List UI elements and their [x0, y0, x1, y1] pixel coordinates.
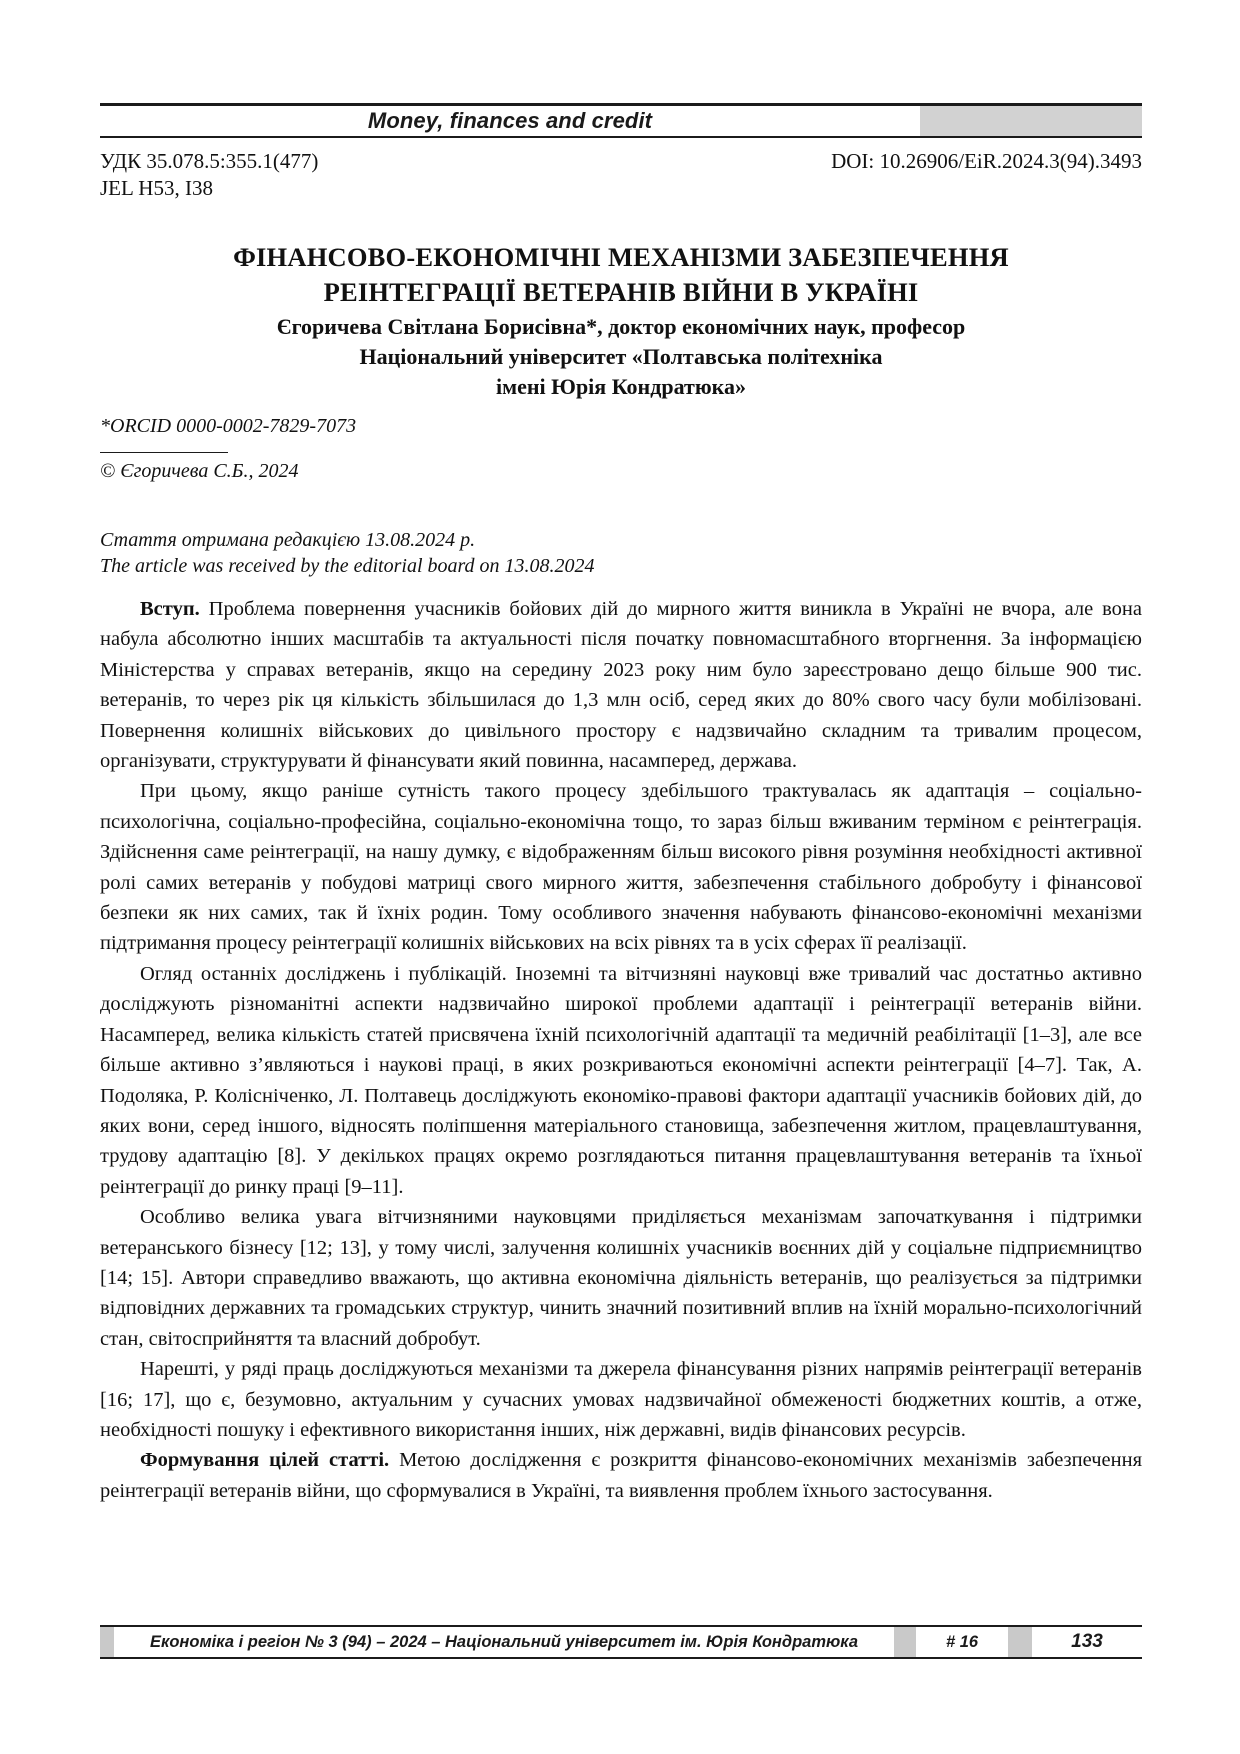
affiliation-line-2: імені Юрія Кондратюка»	[496, 374, 746, 399]
running-head-title: Money, finances and credit	[367, 108, 653, 133]
doi-code: DOI: 10.26906/EiR.2024.3(94).3493	[831, 149, 1142, 173]
paragraph-goals	[100, 1445, 1142, 1506]
jel-code: JEL H53, I38	[100, 176, 213, 200]
author-block	[100, 312, 1142, 402]
paragraph-literature-review: Огляд останніх досліджень і публікацій. Іноземні та вітчизняні науковці вже тривалий час достатньо активно досліджують різноманітні аспекти надзвичайно широкої проблеми адаптації і реінтеграції ветеранів війни. Насамперед, велика кількість статей присвячена їхній психологічній адаптації та медичній реабілітації [1–3], але все більше активно з’являються і наукові праці, в яких розкриваються економічні аспекти реінтеграції [4–7]. Так, А. Подоляка, Р. Колісніченко, Л. Полтавець досліджують економіко-правові фактори адаптації учасників бойових дій, до яких вони, серед іншого, відносять поліпшення матеріального становища, забезпечення житлом, працевлаштування, трудову адаптацію [8]. У декількох працях окремо розглядаються питання працевлаштування ветеранів та їхньої реінтеграції до ринку праці [9–11].	[100, 962, 1142, 1198]
article-title-line-1: ФІНАНСОВО-ЕКОНОМІЧНІ МЕХАНІЗМИ ЗАБЕЗПЕЧЕННЯ	[233, 241, 1009, 272]
article-body	[100, 594, 1142, 1506]
received-dates	[100, 527, 900, 579]
article-title	[100, 240, 1142, 310]
paragraph-2: При цьому, якщо раніше сутність такого процесу здебільшого трактувалась як адаптація – соціально-психологічна, соціально-професійна, соціально-економічна тощо, то зараз більш вживаним терміном є реінтеграція. Здійснення саме реінтеграції, на нашу думку, є відображенням більш високого рівня розуміння необхідності активної ролі самих ветеранів у побудові матриці свого мирного життя, забезпечення стабільного добробуту і фінансової безпеки як них самих, так й їхніх родин. Тому особливого значення набувають фінансово-економічні механізми підтримання процесу реінтеграції колишніх військових на всіх рівнях та в усіх сферах її реалізації.	[100, 780, 1142, 955]
article-title-line-2: РЕІНТЕГРАЦІЇ ВЕТЕРАНІВ ВІЙНИ В УКРАЇНІ	[323, 276, 919, 307]
paragraph-5: Нарешті, у ряді праць досліджуються механізми та джерела фінансування різних напрямів реінтеграції ветеранів [16; 17], що є, безумовно, актуальним у сучасних умовах надзвичайної обмеженості бюджетних коштів, а отже, необхідності пошуку і ефективного використання інших, ніж державні, видів фінансових ресурсів.	[100, 1358, 1142, 1441]
affiliation-line-1: Національний університет «Полтавська політехніка	[359, 344, 883, 369]
running-head-bar	[100, 106, 1142, 136]
running-head-bottom-rule	[100, 136, 1142, 138]
footer-gray-block-1	[894, 1627, 916, 1657]
footer-page-number: 133	[1071, 1631, 1103, 1652]
article-meta	[100, 148, 1142, 202]
paragraph-intro-lead: Вступ.	[140, 598, 200, 620]
paragraph-goals-text: Метою дослідження є розкриття фінансово-економічних механізмів забезпечення реінтеграції ветеранів війни, що сформувалися в Україні, та виявлення проблем їхнього застосування.	[100, 1449, 1142, 1502]
footer-journal-title: Економіка і регіон № 3 (94) – 2024 – Національний університет ім. Юрія Кондратюка	[149, 1632, 859, 1651]
paragraph-4: Особливо велика увага вітчизняними науковцями приділяється механізмам започаткування і підтримки ветеранського бізнесу [12; 13], у тому числі, залучення колишніх учасників воєнних дій у соціальне підприємництво [14; 15]. Автори справедливо вважають, що активна економічна діяльність ветеранів, що реалізується за підтримки відповідних державних та громадських структур, чинить значний позитивний вплив на їхній морально-психологічний стан, світосприйняття та власний добробут.	[100, 1206, 1142, 1350]
orcid-note: *ORCID 0000-0002-7829-7073	[100, 415, 357, 437]
page-footer	[100, 1625, 1142, 1659]
footer-bar	[100, 1627, 1142, 1657]
footer-bottom-rule	[100, 1657, 1142, 1659]
paragraph-goals-lead: Формування цілей статті.	[140, 1449, 390, 1472]
running-head	[100, 103, 1142, 138]
footer-left-gray-block	[100, 1627, 114, 1657]
copyright-note: © Єгоричева С.Б., 2024	[100, 460, 299, 482]
received-date-ua: Стаття отримана редакцією 13.08.2024 р.	[100, 529, 476, 551]
author-name-and-degree: Єгоричева Світлана Борисівна*, доктор економічних наук, професор	[276, 314, 966, 339]
udk-code: УДК 35.078.5:355.1(477)	[100, 149, 319, 173]
footer-issue-number: # 16	[945, 1632, 979, 1651]
paragraph-intro-text: Проблема повернення учасників бойових дій до мирного життя виникла в Україні не вчора, але вона набула абсолютно інших масштабів та актуальності після початку повномасштабного вторгнення. За інформацією Міністерства у справах ветеранів, якщо на середину 2023 року ним було зареєстровано дещо більше 900 тис. ветеранів, то через рік ця кількість збільшилася до 1,3 млн осіб, серед яких до 80% свого часу були мобілізовані. Повернення колишніх військових до цивільного простору є надзвичайно складним та тривалим процесом, організувати, структурувати й фінансувати який повинна, насамперед, держава.	[100, 598, 1142, 773]
received-date-en: The article was received by the editorial board on 13.08.2024	[100, 555, 595, 577]
paragraph-intro	[100, 594, 1142, 776]
running-head-gray-block	[920, 106, 1142, 136]
footer-gray-block-2	[1008, 1627, 1032, 1657]
meta-first-row	[100, 148, 1142, 175]
copyright-divider	[100, 452, 228, 453]
